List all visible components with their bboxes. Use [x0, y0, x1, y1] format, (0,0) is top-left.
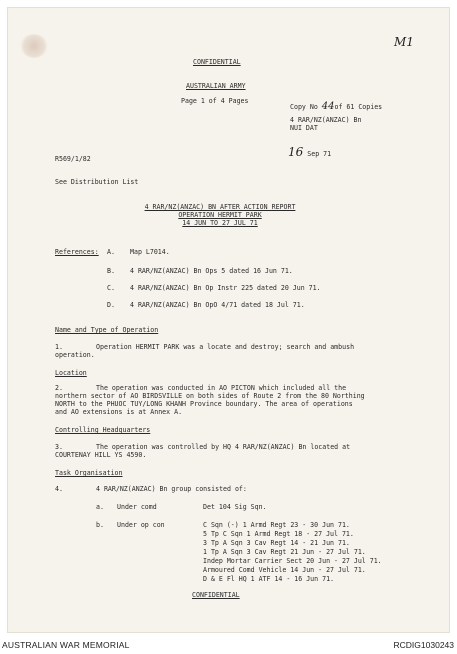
op-con-item: Indep Mortar Carrier Sect 20 Jun - 27 Jul 71.: [203, 557, 382, 565]
title-line-3: 14 JUN TO 27 JUL 71: [182, 219, 258, 227]
para-2-line-4: and AO extensions is at Annex A.: [55, 408, 183, 416]
para-4-intro: 4 RAR/NZ(ANZAC) Bn group consisted of:: [96, 485, 247, 493]
date-handwritten: 16: [288, 145, 304, 159]
ref-a-letter: A.: [107, 248, 115, 256]
page-info: Page 1 of 4 Pages: [181, 97, 249, 105]
para-1-number: 1.: [55, 343, 63, 351]
para-3-line-1: The operation was controlled by HQ 4 RAR/NZ(ANZAC) Bn located at: [96, 443, 351, 451]
op-con-item: 1 Tp A Sqn 3 Cav Regt 21 Jun - 27 Jul 71.: [203, 548, 366, 556]
para-1-line-1: Operation HERMIT PARK was a locate and destroy; search and ambush: [96, 343, 355, 351]
location-line: NUI DAT: [290, 124, 318, 132]
copy-no-label: Copy No: [290, 103, 318, 111]
classification-bottom: CONFIDENTIAL: [192, 591, 240, 599]
section-name-type-heading: Name and Type of Operation: [55, 326, 159, 334]
archive-id: RCDIG1030243: [393, 640, 454, 650]
section-hq-heading: Controlling Headquarters: [55, 426, 151, 434]
op-con-item: Armoured Comd Vehicle 14 Jun - 27 Jul 71.: [203, 566, 366, 574]
ref-c-text: 4 RAR/NZ(ANZAC) Bn Op Instr 225 dated 20 Jun 71.: [130, 284, 321, 292]
copy-no-handwritten: 44: [321, 101, 335, 112]
unit-line: 4 RAR/NZ(ANZAC) Bn: [290, 116, 362, 124]
ref-d-letter: D.: [107, 301, 115, 309]
title-line-1: 4 RAR/NZ(ANZAC) BN AFTER ACTION REPORT: [144, 203, 296, 211]
file-reference: R569/1/82: [55, 155, 91, 163]
ref-a-text: Map L7014.: [130, 248, 170, 256]
ref-d-text: 4 RAR/NZ(ANZAC) Bn OpO 4/71 dated 18 Jul 71.: [130, 301, 305, 309]
archive-name: AUSTRALIAN WAR MEMORIAL: [2, 640, 130, 650]
para-3-line-2: COURTENAY HILL YS 4590.: [55, 451, 147, 459]
ref-b-letter: B.: [107, 267, 115, 275]
ref-b-text: 4 RAR/NZ(ANZAC) Bn Ops 5 dated 16 Jun 71.: [130, 267, 293, 275]
sub-b-label: Under op con: [117, 521, 165, 529]
organisation: AUSTRALIAN ARMY: [186, 82, 246, 90]
ref-c-letter: C.: [107, 284, 115, 292]
sub-b-letter: b.: [96, 521, 104, 529]
distribution-line: See Distribution List: [55, 178, 139, 186]
document-date: [288, 145, 332, 159]
para-4-number: 4.: [55, 485, 63, 493]
op-con-item: 3 Tp A Sqn 3 Cav Regt 14 - 21 Jun 71.: [203, 539, 350, 547]
para-1-line-2: operation.: [55, 351, 95, 359]
para-3-number: 3.: [55, 443, 63, 451]
para-2-line-3: NORTH to the PHUOC TUY/LONG KHANH Province boundary. The area of operations: [55, 400, 353, 408]
para-2-line-1: The operation was conducted in AO PICTON which included all the: [96, 384, 347, 392]
op-con-item: C Sqn (-) 1 Armd Regt 23 - 30 Jun 71.: [203, 521, 350, 529]
classification-top: CONFIDENTIAL: [193, 58, 241, 66]
ink-stamp-mark: [20, 34, 48, 58]
sub-a-value: Det 104 Sig Sqn.: [203, 503, 267, 511]
title-line-2: OPERATION HERMIT PARK: [178, 211, 262, 219]
references-label: References:: [55, 248, 99, 256]
section-location-heading: Location: [55, 369, 87, 377]
sub-a-label: Under comd: [117, 503, 157, 511]
op-con-item: 5 Tp C Sqn 1 Armd Regt 18 - 27 Jul 71.: [203, 530, 354, 538]
copies-count: of 61 Copies: [334, 103, 383, 111]
section-task-org-heading: Task Organisation: [55, 469, 123, 477]
sub-a-letter: a.: [96, 503, 104, 511]
date-month-year: Sep 71: [307, 150, 332, 158]
para-2-number: 2.: [55, 384, 63, 392]
op-con-item: D & E Fl HQ 1 ATF 14 - 16 Jun 71.: [203, 575, 335, 583]
para-2-line-2: northern sector of AO BIRDSVILLE on both sides of Route 2 from the 80 Northing: [55, 392, 365, 400]
archive-footer: [0, 636, 457, 654]
corner-mark: M1: [394, 35, 414, 49]
copy-number: [290, 103, 382, 111]
